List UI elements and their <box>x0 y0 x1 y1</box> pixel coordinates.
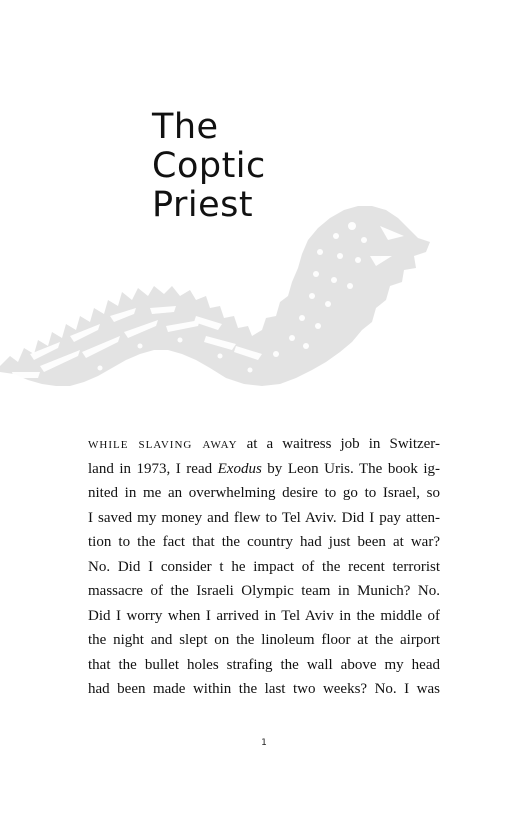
decorative-serpent-bird-ornament-icon <box>0 196 528 416</box>
text-line: the night and slept on the linoleum floor at the airport <box>88 632 440 648</box>
text-line: massacre of the Israeli Olympic team in Munich? No. <box>88 583 440 599</box>
text-line: nited in me an overwhelming desire to go to Israel, so <box>88 485 440 501</box>
text-line: Did I worry when I arrived in Tel Aviv in the middle of <box>88 607 440 624</box>
text-line: had been made within the last two weeks? No. I was <box>88 681 440 697</box>
body-text <box>88 432 440 702</box>
chapter-title-line-2: Coptic <box>152 146 266 186</box>
book-title-italic: Exodus <box>217 460 262 477</box>
chapter-title-line-1: The <box>152 107 219 147</box>
text-line: that the bullet holes strafing the wall above my head <box>88 656 440 673</box>
text-line: land in 1973, I read Exodus by Leon Uris. The book ig- <box>88 460 440 477</box>
text-line: while slaving away at a waitress job in Switzer- <box>88 436 440 452</box>
text-line: I saved my money and flew to Tel Aviv. Did I pay atten- <box>88 509 440 526</box>
chapter-title-line-3: Priest <box>152 185 254 225</box>
text-line: No. Did I consider t he impact of the recent terrorist <box>88 558 440 575</box>
opening-small-caps: while slaving away <box>88 436 238 452</box>
text-line: tion to the fact that the country had just been at war? <box>88 534 440 550</box>
page-number: 1 <box>261 738 267 748</box>
